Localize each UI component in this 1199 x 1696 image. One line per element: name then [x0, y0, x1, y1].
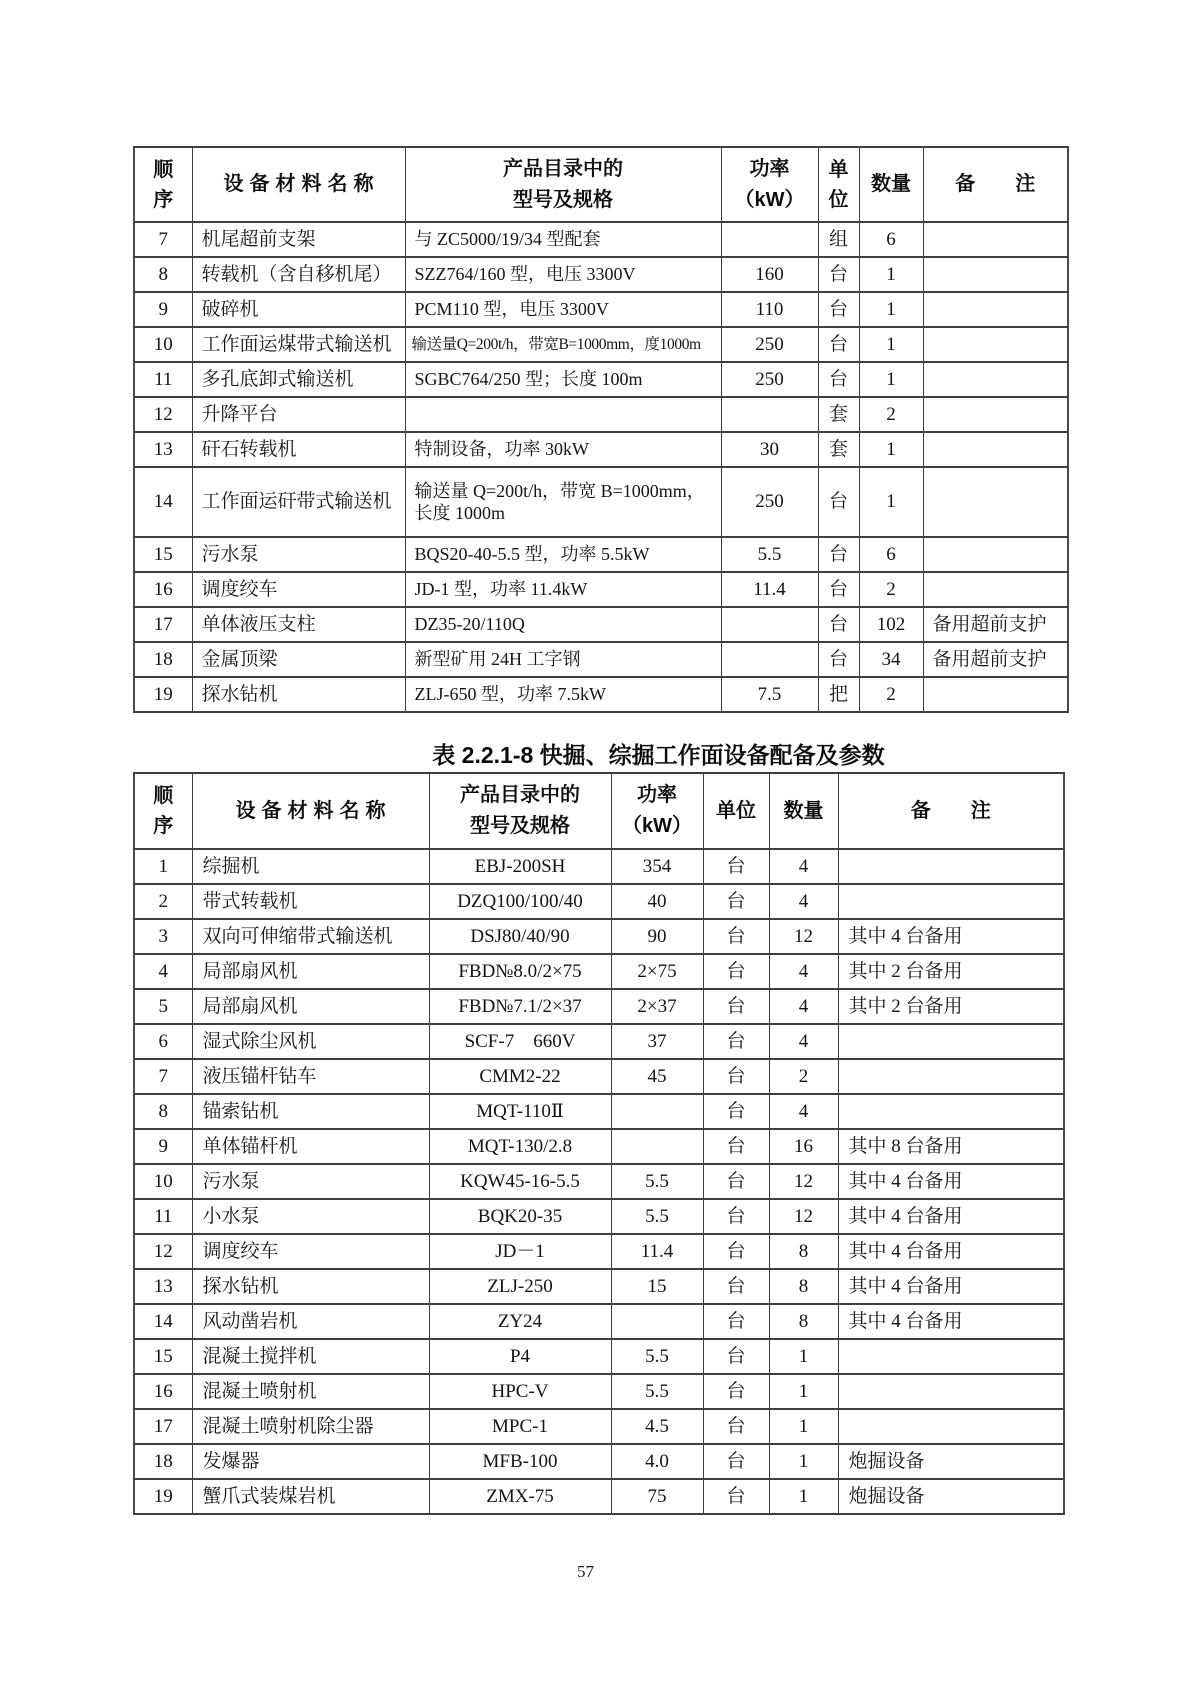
- header-unit: 单位: [703, 773, 769, 849]
- cell-qty: 12: [769, 919, 838, 954]
- cell-qty: 34: [859, 642, 923, 677]
- cell-qty: 1: [859, 467, 923, 537]
- cell-note: 其中 4 台备用: [838, 1304, 1064, 1339]
- cell-seq: 12: [134, 1234, 192, 1269]
- header-seq: 顺序: [134, 147, 192, 222]
- cell-unit: 台: [703, 1339, 769, 1374]
- cell-seq: 15: [134, 537, 192, 572]
- cell-name: 发爆器: [192, 1444, 429, 1479]
- cell-unit: 台: [703, 989, 769, 1024]
- table-row: [134, 989, 1064, 1024]
- cell-name: 风动凿岩机: [192, 1304, 429, 1339]
- cell-seq: 11: [134, 362, 192, 397]
- cell-seq: 7: [134, 222, 192, 257]
- cell-model: 与 ZC5000/19/34 型配套: [405, 222, 721, 257]
- cell-name: 湿式除尘风机: [192, 1024, 429, 1059]
- cell-qty: 4: [769, 849, 838, 884]
- table-row: [134, 362, 1068, 397]
- cell-model: BQS20-40-5.5 型，功率 5.5kW: [405, 537, 721, 572]
- table-row: [134, 607, 1068, 642]
- cell-seq: 9: [134, 292, 192, 327]
- cell-power: [611, 1304, 703, 1339]
- cell-name: 锚索钻机: [192, 1094, 429, 1129]
- cell-power: 2×37: [611, 989, 703, 1024]
- cell-unit: 台: [818, 537, 859, 572]
- cell-unit: 台: [703, 1024, 769, 1059]
- table-row: [134, 292, 1068, 327]
- cell-power: 30: [721, 432, 818, 467]
- table-row: [134, 1374, 1064, 1409]
- header-name: 设备材料名称: [192, 773, 429, 849]
- cell-note: [923, 397, 1068, 432]
- cell-qty: 4: [769, 989, 838, 1024]
- table-row: [134, 1164, 1064, 1199]
- cell-power: 11.4: [721, 572, 818, 607]
- page-number: 57: [577, 1562, 594, 1581]
- cell-unit: 台: [703, 1164, 769, 1199]
- cell-name: 污水泵: [192, 537, 405, 572]
- cell-seq: 8: [134, 1094, 192, 1129]
- cell-seq: 15: [134, 1339, 192, 1374]
- cell-power: 4.5: [611, 1409, 703, 1444]
- cell-note: 其中 8 台备用: [838, 1129, 1064, 1164]
- header-model: 产品目录中的 型号及规格: [429, 773, 611, 849]
- cell-model: PCM110 型，电压 3300V: [405, 292, 721, 327]
- cell-name: 混凝土喷射机: [192, 1374, 429, 1409]
- cell-seq: 10: [134, 1164, 192, 1199]
- cell-model: ZLJ-650 型，功率 7.5kW: [405, 677, 721, 712]
- cell-power: 160: [721, 257, 818, 292]
- cell-seq: 16: [134, 1374, 192, 1409]
- cell-qty: 1: [769, 1409, 838, 1444]
- header-unit: 单位: [818, 147, 859, 222]
- cell-name: 探水钻机: [192, 1269, 429, 1304]
- cell-note: 备用超前支护: [923, 642, 1068, 677]
- cell-qty: 4: [769, 1094, 838, 1129]
- cell-unit: 台: [818, 257, 859, 292]
- table-row: [134, 954, 1064, 989]
- cell-model: CMM2-22: [429, 1059, 611, 1094]
- cell-name: 调度绞车: [192, 572, 405, 607]
- table-row: [134, 1199, 1064, 1234]
- cell-qty: 4: [769, 884, 838, 919]
- cell-unit: 套: [818, 397, 859, 432]
- cell-unit: 把: [818, 677, 859, 712]
- cell-name: 单体液压支柱: [192, 607, 405, 642]
- cell-power: 11.4: [611, 1234, 703, 1269]
- cell-model: 输送量 Q=200t/h，带宽 B=1000mm，长度 1000m: [405, 467, 721, 537]
- cell-note: 其中 4 台备用: [838, 919, 1064, 954]
- cell-unit: 台: [818, 327, 859, 362]
- cell-qty: 1: [769, 1339, 838, 1374]
- header-note: 备 注: [923, 147, 1068, 222]
- table-row: [134, 327, 1068, 362]
- cell-seq: 1: [134, 849, 192, 884]
- header-power: 功率 （kW）: [611, 773, 703, 849]
- cell-note: 其中 2 台备用: [838, 954, 1064, 989]
- cell-unit: 台: [703, 919, 769, 954]
- cell-name: 综掘机: [192, 849, 429, 884]
- cell-name: 液压锚杆钻车: [192, 1059, 429, 1094]
- cell-unit: 台: [703, 1304, 769, 1339]
- cell-note: [923, 572, 1068, 607]
- cell-unit: 台: [818, 607, 859, 642]
- cell-note: [923, 362, 1068, 397]
- cell-model: SZZ764/160 型，电压 3300V: [405, 257, 721, 292]
- cell-unit: 台: [703, 1269, 769, 1304]
- cell-seq: 13: [134, 1269, 192, 1304]
- table-row: [134, 572, 1068, 607]
- cell-unit: 台: [703, 1479, 769, 1514]
- cell-unit: 台: [703, 849, 769, 884]
- cell-seq: 10: [134, 327, 192, 362]
- cell-note: 其中 4 台备用: [838, 1199, 1064, 1234]
- cell-power: 354: [611, 849, 703, 884]
- cell-qty: 8: [769, 1269, 838, 1304]
- cell-qty: 1: [769, 1479, 838, 1514]
- cell-model: MQT-130/2.8: [429, 1129, 611, 1164]
- cell-power: 7.5: [721, 677, 818, 712]
- cell-power: [721, 607, 818, 642]
- cell-power: 75: [611, 1479, 703, 1514]
- cell-name: 小水泵: [192, 1199, 429, 1234]
- cell-qty: 2: [859, 677, 923, 712]
- table-row: [134, 849, 1064, 884]
- cell-unit: 台: [703, 884, 769, 919]
- cell-model: ZMX-75: [429, 1479, 611, 1514]
- cell-name: 机尾超前支架: [192, 222, 405, 257]
- cell-model: [405, 397, 721, 432]
- cell-model: 输送量Q=200t/h，带宽B=1000mm，度1000m: [405, 327, 721, 362]
- cell-unit: 台: [818, 292, 859, 327]
- cell-seq: 2: [134, 884, 192, 919]
- cell-note: [838, 849, 1064, 884]
- cell-unit: 台: [818, 572, 859, 607]
- cell-seq: 16: [134, 572, 192, 607]
- table-row: [134, 1444, 1064, 1479]
- cell-qty: 12: [769, 1164, 838, 1199]
- cell-name: 破碎机: [192, 292, 405, 327]
- cell-note: [923, 467, 1068, 537]
- cell-name: 局部扇风机: [192, 989, 429, 1024]
- cell-unit: 台: [703, 1094, 769, 1129]
- cell-unit: 台: [703, 1199, 769, 1234]
- cell-model: MFB-100: [429, 1444, 611, 1479]
- cell-name: 混凝土搅拌机: [192, 1339, 429, 1374]
- cell-seq: 4: [134, 954, 192, 989]
- cell-seq: 9: [134, 1129, 192, 1164]
- table-row: [134, 677, 1068, 712]
- cell-name: 多孔底卸式输送机: [192, 362, 405, 397]
- table-header-row: [134, 147, 1068, 222]
- cell-note: [923, 537, 1068, 572]
- cell-model: DSJ80/40/90: [429, 919, 611, 954]
- cell-name: 污水泵: [192, 1164, 429, 1199]
- cell-qty: 1: [859, 362, 923, 397]
- cell-note: [838, 1094, 1064, 1129]
- cell-power: 4.0: [611, 1444, 703, 1479]
- cell-note: [923, 432, 1068, 467]
- cell-model: SCF-7 660V: [429, 1024, 611, 1059]
- cell-power: 110: [721, 292, 818, 327]
- cell-name: 蟹爪式装煤岩机: [192, 1479, 429, 1514]
- table-row: [134, 397, 1068, 432]
- cell-seq: 7: [134, 1059, 192, 1094]
- cell-note: 备用超前支护: [923, 607, 1068, 642]
- cell-power: 5.5: [611, 1199, 703, 1234]
- cell-name: 转载机（含自移机尾）: [192, 257, 405, 292]
- cell-unit: 组: [818, 222, 859, 257]
- cell-model: SGBC764/250 型；长度 100m: [405, 362, 721, 397]
- cell-name: 混凝土喷射机除尘器: [192, 1409, 429, 1444]
- cell-model: FBD№8.0/2×75: [429, 954, 611, 989]
- cell-qty: 8: [769, 1304, 838, 1339]
- cell-name: 调度绞车: [192, 1234, 429, 1269]
- cell-model: MPC-1: [429, 1409, 611, 1444]
- cell-qty: 1: [769, 1374, 838, 1409]
- cell-model: P4: [429, 1339, 611, 1374]
- cell-power: 5.5: [611, 1164, 703, 1199]
- cell-note: [923, 292, 1068, 327]
- cell-seq: 19: [134, 677, 192, 712]
- table-row: [134, 537, 1068, 572]
- cell-qty: 12: [769, 1199, 838, 1234]
- cell-qty: 8: [769, 1234, 838, 1269]
- cell-name: 升降平台: [192, 397, 405, 432]
- cell-name: 局部扇风机: [192, 954, 429, 989]
- cell-model: DZ35-20/110Q: [405, 607, 721, 642]
- table-row: [134, 1234, 1064, 1269]
- cell-unit: 台: [703, 1234, 769, 1269]
- table-row: [134, 1024, 1064, 1059]
- cell-power: 40: [611, 884, 703, 919]
- cell-seq: 14: [134, 467, 192, 537]
- cell-name: 金属顶梁: [192, 642, 405, 677]
- table-row: [134, 432, 1068, 467]
- cell-note: [838, 1374, 1064, 1409]
- cell-name: 矸石转载机: [192, 432, 405, 467]
- cell-seq: 17: [134, 607, 192, 642]
- cell-seq: 18: [134, 1444, 192, 1479]
- cell-note: [838, 1059, 1064, 1094]
- cell-unit: 台: [703, 1059, 769, 1094]
- cell-model: DZQ100/100/40: [429, 884, 611, 919]
- cell-model: ZLJ-250: [429, 1269, 611, 1304]
- cell-note: [923, 222, 1068, 257]
- cell-unit: 台: [703, 1444, 769, 1479]
- cell-power: 37: [611, 1024, 703, 1059]
- cell-name: 工作面运矸带式输送机: [192, 467, 405, 537]
- table-header-row: [134, 773, 1064, 849]
- cell-seq: 5: [134, 989, 192, 1024]
- cell-power: 5.5: [611, 1374, 703, 1409]
- header-seq: 顺序: [134, 773, 192, 849]
- cell-unit: 台: [818, 642, 859, 677]
- cell-model: JD-1 型，功率 11.4kW: [405, 572, 721, 607]
- cell-note: [923, 327, 1068, 362]
- cell-model: ZY24: [429, 1304, 611, 1339]
- cell-unit: 台: [703, 1409, 769, 1444]
- table-row: [134, 222, 1068, 257]
- cell-unit: 台: [818, 467, 859, 537]
- cell-note: [838, 884, 1064, 919]
- cell-note: 炮掘设备: [838, 1479, 1064, 1514]
- cell-model: FBD№7.1/2×37: [429, 989, 611, 1024]
- cell-model: EBJ-200SH: [429, 849, 611, 884]
- cell-qty: 4: [769, 1024, 838, 1059]
- cell-model: MQT-110Ⅱ: [429, 1094, 611, 1129]
- cell-qty: 1: [859, 292, 923, 327]
- header-qty: 数量: [859, 147, 923, 222]
- cell-qty: 16: [769, 1129, 838, 1164]
- header-note: 备 注: [838, 773, 1064, 849]
- cell-name: 带式转载机: [192, 884, 429, 919]
- cell-unit: 套: [818, 432, 859, 467]
- cell-note: 其中 2 台备用: [838, 989, 1064, 1024]
- cell-qty: 1: [769, 1444, 838, 1479]
- cell-power: 15: [611, 1269, 703, 1304]
- cell-qty: 102: [859, 607, 923, 642]
- cell-power: 250: [721, 327, 818, 362]
- cell-power: 45: [611, 1059, 703, 1094]
- cell-power: 5.5: [611, 1339, 703, 1374]
- cell-note: [923, 257, 1068, 292]
- cell-qty: 2: [859, 572, 923, 607]
- cell-note: [838, 1409, 1064, 1444]
- cell-unit: 台: [703, 1374, 769, 1409]
- cell-seq: 14: [134, 1304, 192, 1339]
- table-row: [134, 884, 1064, 919]
- header-power: 功率 （kW）: [721, 147, 818, 222]
- cell-qty: 6: [859, 537, 923, 572]
- cell-model: KQW45-16-5.5: [429, 1164, 611, 1199]
- cell-seq: 12: [134, 397, 192, 432]
- table-row: [134, 1269, 1064, 1304]
- cell-seq: 8: [134, 257, 192, 292]
- cell-power: [721, 397, 818, 432]
- table-row: [134, 1094, 1064, 1129]
- cell-power: [611, 1094, 703, 1129]
- header-qty: 数量: [769, 773, 838, 849]
- table-row: [134, 642, 1068, 677]
- cell-power: 90: [611, 919, 703, 954]
- cell-note: [838, 1024, 1064, 1059]
- cell-qty: 2: [859, 397, 923, 432]
- cell-model: JD－1: [429, 1234, 611, 1269]
- cell-unit: 台: [703, 1129, 769, 1164]
- cell-seq: 19: [134, 1479, 192, 1514]
- cell-power: 250: [721, 362, 818, 397]
- cell-model: BQK20-35: [429, 1199, 611, 1234]
- section-title: 表 2.2.1-8 快掘、综掘工作面设备配备及参数: [432, 742, 885, 768]
- header-model: 产品目录中的 型号及规格: [405, 147, 721, 222]
- cell-note: [838, 1339, 1064, 1374]
- cell-name: 探水钻机: [192, 677, 405, 712]
- cell-seq: 18: [134, 642, 192, 677]
- table-row: [134, 257, 1068, 292]
- table-row: [134, 1409, 1064, 1444]
- cell-model: HPC-V: [429, 1374, 611, 1409]
- cell-qty: 4: [769, 954, 838, 989]
- cell-note: [923, 677, 1068, 712]
- cell-seq: 11: [134, 1199, 192, 1234]
- cell-power: 2×75: [611, 954, 703, 989]
- table-row: [134, 1339, 1064, 1374]
- cell-model: 新型矿用 24H 工字钢: [405, 642, 721, 677]
- cell-power: [721, 642, 818, 677]
- cell-qty: 6: [859, 222, 923, 257]
- equipment-table-bottom: [133, 772, 1065, 1515]
- table-row: [134, 467, 1068, 537]
- cell-seq: 6: [134, 1024, 192, 1059]
- cell-power: [721, 222, 818, 257]
- cell-seq: 3: [134, 919, 192, 954]
- cell-note: 其中 4 台备用: [838, 1269, 1064, 1304]
- table-row: [134, 919, 1064, 954]
- cell-note: 其中 4 台备用: [838, 1164, 1064, 1199]
- cell-power: [611, 1129, 703, 1164]
- cell-name: 双向可伸缩带式输送机: [192, 919, 429, 954]
- cell-name: 单体锚杆机: [192, 1129, 429, 1164]
- cell-seq: 13: [134, 432, 192, 467]
- cell-model: 特制设备，功率 30kW: [405, 432, 721, 467]
- cell-name: 工作面运煤带式输送机: [192, 327, 405, 362]
- table-row: [134, 1304, 1064, 1339]
- cell-note: 炮掘设备: [838, 1444, 1064, 1479]
- table-row: [134, 1129, 1064, 1164]
- equipment-table-top: [133, 146, 1069, 713]
- header-name: 设备材料名称: [192, 147, 405, 222]
- table-row: [134, 1479, 1064, 1514]
- cell-unit: 台: [703, 954, 769, 989]
- cell-seq: 17: [134, 1409, 192, 1444]
- cell-qty: 1: [859, 327, 923, 362]
- cell-unit: 台: [818, 362, 859, 397]
- cell-qty: 1: [859, 257, 923, 292]
- cell-power: 250: [721, 467, 818, 537]
- table-row: [134, 1059, 1064, 1094]
- cell-qty: 2: [769, 1059, 838, 1094]
- cell-power: 5.5: [721, 537, 818, 572]
- cell-qty: 1: [859, 432, 923, 467]
- cell-note: 其中 4 台备用: [838, 1234, 1064, 1269]
